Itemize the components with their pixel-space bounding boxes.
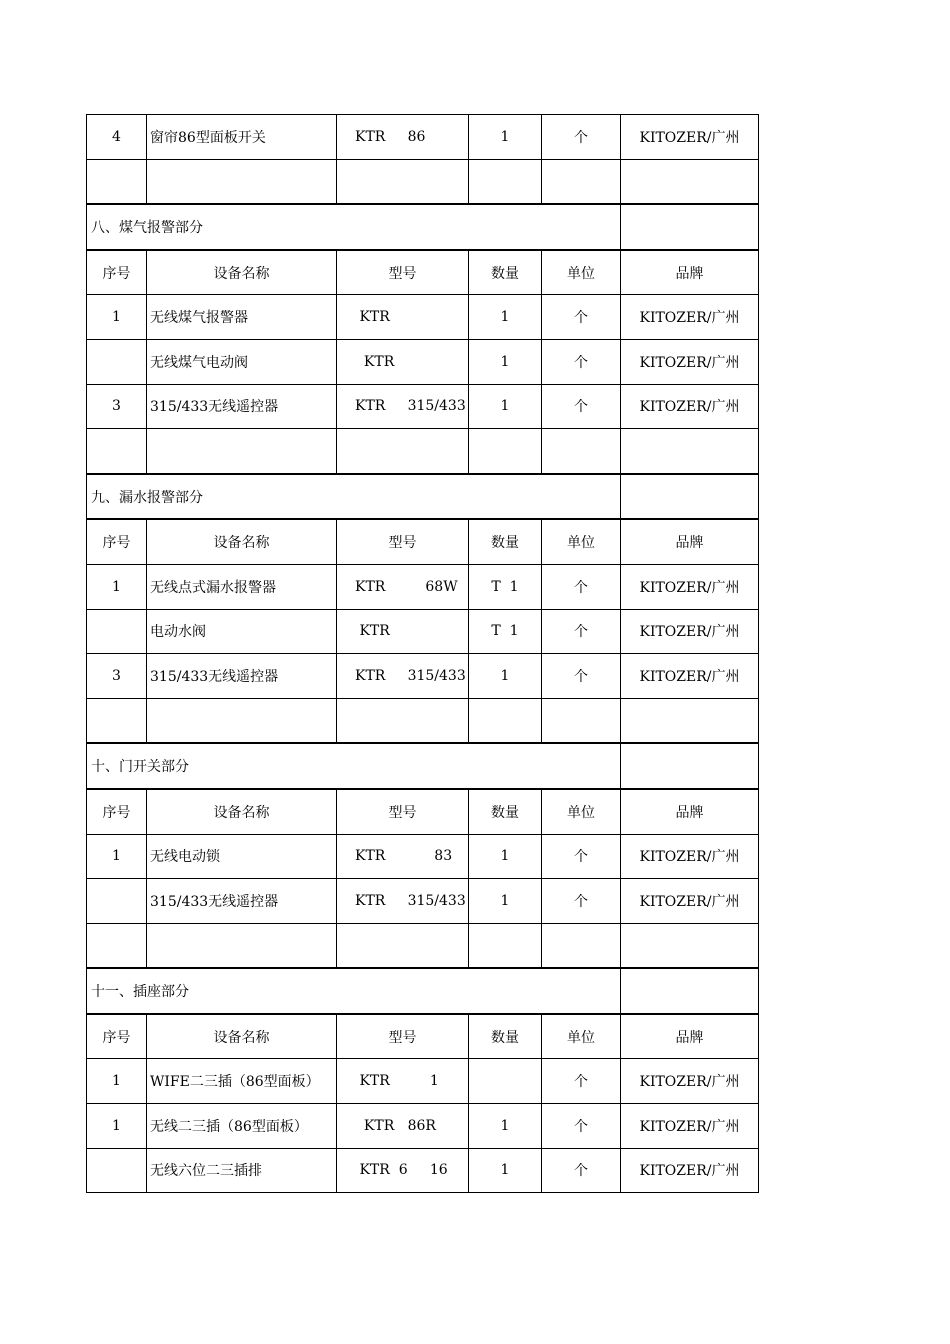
blank-row bbox=[87, 923, 759, 968]
cell-device-name: 无线点式漏水报警器 bbox=[147, 564, 337, 609]
cell-device-name bbox=[147, 923, 337, 968]
cell-unit: 个 bbox=[542, 609, 621, 654]
cell-device-name: 无线电动锁 bbox=[147, 834, 337, 879]
cell-number: 1 bbox=[87, 564, 147, 609]
header-cell-unit: 单位 bbox=[542, 789, 621, 834]
cell-unit bbox=[542, 159, 621, 204]
cell-unit bbox=[542, 923, 621, 968]
cell-unit: 个 bbox=[542, 1104, 621, 1149]
cell-device-name: 无线二三插（86型面板） bbox=[147, 1104, 337, 1149]
cell-quantity bbox=[469, 698, 542, 743]
section-empty-cell bbox=[621, 968, 759, 1014]
cell-brand: KITOZER/广州 bbox=[621, 879, 759, 924]
table-row bbox=[87, 609, 759, 654]
cell-quantity bbox=[469, 1059, 542, 1104]
cell-brand: KITOZER/广州 bbox=[621, 1148, 759, 1193]
cell-model bbox=[337, 923, 469, 968]
cell-model: KTR 315/433 bbox=[337, 384, 469, 429]
cell-quantity: 1 bbox=[469, 115, 542, 160]
cell-unit: 个 bbox=[542, 1059, 621, 1104]
cell-unit: 个 bbox=[542, 834, 621, 879]
cell-quantity: 1 bbox=[469, 384, 542, 429]
cell-quantity: T 1 bbox=[469, 564, 542, 609]
cell-model: KTR 83 bbox=[337, 834, 469, 879]
table-row bbox=[87, 295, 759, 340]
cell-quantity: 1 bbox=[469, 1104, 542, 1149]
equipment-table-container bbox=[86, 114, 758, 1193]
cell-number: 1 bbox=[87, 1059, 147, 1104]
cell-brand: KITOZER/广州 bbox=[621, 295, 759, 340]
header-cell-quantity: 数量 bbox=[469, 789, 542, 834]
section-title-row bbox=[87, 968, 759, 1014]
cell-model: KTR 86R bbox=[337, 1104, 469, 1149]
table-row bbox=[87, 1148, 759, 1193]
cell-number: 3 bbox=[87, 384, 147, 429]
cell-number bbox=[87, 159, 147, 204]
table-row bbox=[87, 384, 759, 429]
cell-number bbox=[87, 698, 147, 743]
cell-model: KTR bbox=[337, 295, 469, 340]
cell-brand bbox=[621, 698, 759, 743]
header-cell-model: 型号 bbox=[337, 789, 469, 834]
cell-unit: 个 bbox=[542, 654, 621, 699]
cell-number: 1 bbox=[87, 295, 147, 340]
section-empty-cell bbox=[621, 204, 759, 250]
cell-number bbox=[87, 339, 147, 384]
cell-quantity: 1 bbox=[469, 339, 542, 384]
cell-device-name: 315/433无线遥控器 bbox=[147, 384, 337, 429]
cell-brand: KITOZER/广州 bbox=[621, 1059, 759, 1104]
cell-brand: KITOZER/广州 bbox=[621, 115, 759, 160]
cell-device-name bbox=[147, 159, 337, 204]
cell-model bbox=[337, 698, 469, 743]
header-cell-model: 型号 bbox=[337, 519, 469, 564]
cell-device-name: 电动水阀 bbox=[147, 609, 337, 654]
table-row bbox=[87, 564, 759, 609]
section-title-row bbox=[87, 204, 759, 250]
table-row bbox=[87, 654, 759, 699]
cell-unit: 个 bbox=[542, 115, 621, 160]
cell-model: KTR 68W bbox=[337, 564, 469, 609]
cell-quantity: 1 bbox=[469, 834, 542, 879]
cell-unit bbox=[542, 698, 621, 743]
cell-number bbox=[87, 923, 147, 968]
cell-model bbox=[337, 159, 469, 204]
section-empty-cell bbox=[621, 474, 759, 520]
cell-quantity: 1 bbox=[469, 879, 542, 924]
header-cell-quantity: 数量 bbox=[469, 1014, 542, 1059]
section-title: 十、门开关部分 bbox=[87, 743, 621, 789]
cell-model: KTR 6 16 bbox=[337, 1148, 469, 1193]
table-header-row bbox=[87, 250, 759, 295]
cell-model: KTR 1 bbox=[337, 1059, 469, 1104]
table-header-row bbox=[87, 519, 759, 564]
cell-device-name: 无线煤气报警器 bbox=[147, 295, 337, 340]
header-cell-model: 型号 bbox=[337, 1014, 469, 1059]
header-cell-device-name: 设备名称 bbox=[147, 519, 337, 564]
table-row bbox=[87, 339, 759, 384]
cell-model: KTR 315/433 bbox=[337, 879, 469, 924]
cell-number bbox=[87, 879, 147, 924]
cell-quantity bbox=[469, 429, 542, 474]
cell-number: 4 bbox=[87, 115, 147, 160]
equipment-table-body bbox=[87, 115, 759, 1193]
header-cell-brand: 品牌 bbox=[621, 789, 759, 834]
section-title: 八、煤气报警部分 bbox=[87, 204, 621, 250]
cell-unit bbox=[542, 429, 621, 474]
header-cell-model: 型号 bbox=[337, 250, 469, 295]
cell-device-name bbox=[147, 698, 337, 743]
cell-brand bbox=[621, 923, 759, 968]
cell-model: KTR bbox=[337, 609, 469, 654]
cell-device-name: 无线六位二三插排 bbox=[147, 1148, 337, 1193]
cell-unit: 个 bbox=[542, 1148, 621, 1193]
table-header-row bbox=[87, 1014, 759, 1059]
cell-quantity: 1 bbox=[469, 1148, 542, 1193]
cell-number bbox=[87, 1148, 147, 1193]
cell-model: KTR 315/433 bbox=[337, 654, 469, 699]
header-cell-device-name: 设备名称 bbox=[147, 789, 337, 834]
equipment-table bbox=[86, 114, 759, 1193]
header-cell-number: 序号 bbox=[87, 1014, 147, 1059]
cell-device-name bbox=[147, 429, 337, 474]
cell-unit: 个 bbox=[542, 295, 621, 340]
cell-device-name: 无线煤气电动阀 bbox=[147, 339, 337, 384]
blank-row bbox=[87, 159, 759, 204]
cell-brand: KITOZER/广州 bbox=[621, 654, 759, 699]
cell-number: 3 bbox=[87, 654, 147, 699]
header-cell-device-name: 设备名称 bbox=[147, 1014, 337, 1059]
cell-number: 1 bbox=[87, 1104, 147, 1149]
table-row bbox=[87, 879, 759, 924]
cell-unit: 个 bbox=[542, 564, 621, 609]
cell-unit: 个 bbox=[542, 384, 621, 429]
cell-model: KTR bbox=[337, 339, 469, 384]
header-cell-number: 序号 bbox=[87, 519, 147, 564]
cell-brand: KITOZER/广州 bbox=[621, 1104, 759, 1149]
cell-model bbox=[337, 429, 469, 474]
cell-quantity bbox=[469, 159, 542, 204]
table-row bbox=[87, 1059, 759, 1104]
cell-brand: KITOZER/广州 bbox=[621, 384, 759, 429]
header-cell-brand: 品牌 bbox=[621, 519, 759, 564]
blank-row bbox=[87, 698, 759, 743]
table-row bbox=[87, 1104, 759, 1149]
cell-device-name: WIFE二三插（86型面板） bbox=[147, 1059, 337, 1104]
header-cell-unit: 单位 bbox=[542, 250, 621, 295]
section-title: 九、漏水报警部分 bbox=[87, 474, 621, 520]
header-cell-quantity: 数量 bbox=[469, 519, 542, 564]
cell-number: 1 bbox=[87, 834, 147, 879]
section-empty-cell bbox=[621, 743, 759, 789]
header-cell-unit: 单位 bbox=[542, 1014, 621, 1059]
cell-device-name: 315/433无线遥控器 bbox=[147, 654, 337, 699]
cell-unit: 个 bbox=[542, 339, 621, 384]
section-title-row bbox=[87, 743, 759, 789]
cell-unit: 个 bbox=[542, 879, 621, 924]
cell-quantity: 1 bbox=[469, 295, 542, 340]
cell-brand: KITOZER/广州 bbox=[621, 834, 759, 879]
cell-device-name: 窗帘86型面板开关 bbox=[147, 115, 337, 160]
cell-number bbox=[87, 609, 147, 654]
table-row bbox=[87, 115, 759, 160]
cell-quantity: T 1 bbox=[469, 609, 542, 654]
cell-brand: KITOZER/广州 bbox=[621, 609, 759, 654]
header-cell-device-name: 设备名称 bbox=[147, 250, 337, 295]
header-cell-brand: 品牌 bbox=[621, 1014, 759, 1059]
section-title: 十一、插座部分 bbox=[87, 968, 621, 1014]
cell-brand bbox=[621, 429, 759, 474]
cell-number bbox=[87, 429, 147, 474]
blank-row bbox=[87, 429, 759, 474]
cell-device-name: 315/433无线遥控器 bbox=[147, 879, 337, 924]
cell-brand: KITOZER/广州 bbox=[621, 339, 759, 384]
header-cell-quantity: 数量 bbox=[469, 250, 542, 295]
header-cell-unit: 单位 bbox=[542, 519, 621, 564]
cell-brand: KITOZER/广州 bbox=[621, 564, 759, 609]
header-cell-number: 序号 bbox=[87, 789, 147, 834]
section-title-row bbox=[87, 474, 759, 520]
cell-quantity: 1 bbox=[469, 654, 542, 699]
cell-quantity bbox=[469, 923, 542, 968]
header-cell-number: 序号 bbox=[87, 250, 147, 295]
table-header-row bbox=[87, 789, 759, 834]
header-cell-brand: 品牌 bbox=[621, 250, 759, 295]
cell-brand bbox=[621, 159, 759, 204]
cell-model: KTR 86 bbox=[337, 115, 469, 160]
table-row bbox=[87, 834, 759, 879]
